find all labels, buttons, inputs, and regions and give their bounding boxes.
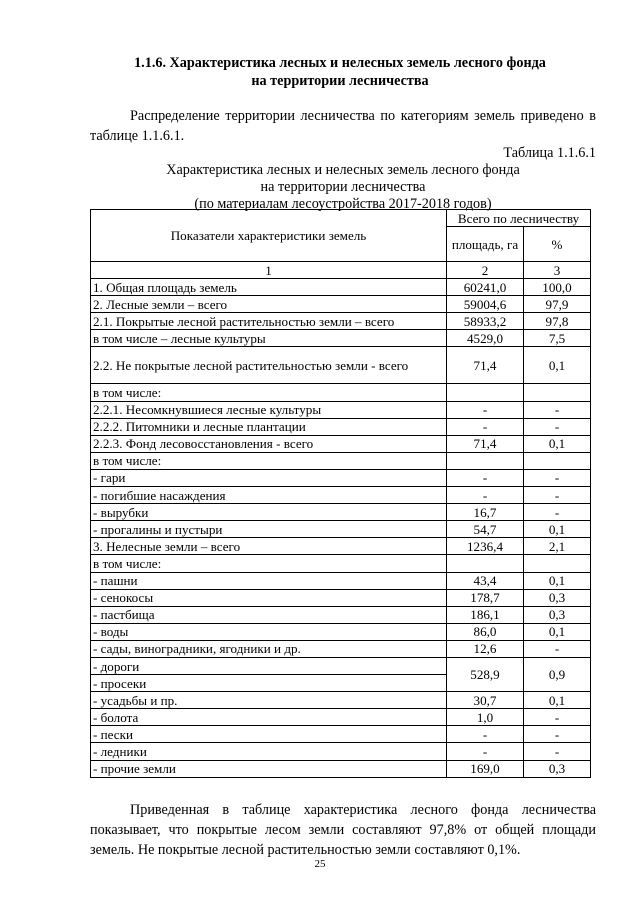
row-label: - болота — [91, 709, 447, 726]
row-area: 71,4 — [447, 435, 524, 452]
row-percent: 0,3 — [524, 760, 591, 777]
row-label: 2.2.3. Фонд лесовосстановления - всего — [91, 435, 447, 452]
row-percent: 0,1 — [524, 347, 591, 384]
row-percent: - — [524, 504, 591, 521]
table-row — [91, 469, 591, 486]
row-percent — [524, 555, 591, 572]
row-area: 12,6 — [447, 640, 524, 657]
row-label: - пашни — [91, 572, 447, 589]
table-row — [91, 589, 591, 606]
row-percent: 97,9 — [524, 296, 591, 313]
row-label: - просеки — [91, 675, 447, 692]
row-area — [447, 452, 524, 469]
row-percent: 0,1 — [524, 572, 591, 589]
section-heading-line1: 1.1.6. Характеристика лесных и нелесных земель лесного фонда — [134, 55, 546, 71]
row-label: - прочие земли — [91, 760, 447, 777]
table-row — [91, 760, 591, 777]
table-row — [91, 572, 591, 589]
row-label: в том числе: — [91, 555, 447, 572]
row-area: 86,0 — [447, 623, 524, 640]
row-area: 4529,0 — [447, 330, 524, 347]
row-label: в том числе – лесные культуры — [91, 330, 447, 347]
table-row — [91, 640, 591, 657]
column-number-row — [91, 262, 591, 279]
row-label: - воды — [91, 623, 447, 640]
row-label: 2.1. Покрытые лесной растительностью земли – всего — [91, 313, 447, 330]
row-area: 59004,6 — [447, 296, 524, 313]
row-area: - — [447, 418, 524, 435]
row-percent — [524, 384, 591, 401]
column-number: 3 — [524, 262, 591, 279]
row-label: - ледники — [91, 743, 447, 760]
row-area: 71,4 — [447, 347, 524, 384]
row-percent: 0,1 — [524, 435, 591, 452]
row-label: - усадьбы и пр. — [91, 692, 447, 709]
table-caption-line1: Характеристика лесных и нелесных земель лесного фонда — [166, 162, 520, 178]
row-percent: 0,9 — [524, 657, 591, 691]
row-label: - пески — [91, 726, 447, 743]
row-label: - прогалины и пустыри — [91, 521, 447, 538]
row-label: - вырубки — [91, 504, 447, 521]
row-area: - — [447, 469, 524, 486]
row-label: 2.2.2. Питомники и лесные плантации — [91, 418, 447, 435]
row-area: 528,9 — [447, 657, 524, 691]
row-label: в том числе: — [91, 452, 447, 469]
header-area: площадь, га — [447, 227, 524, 262]
table-caption-line2: на территории лесничества — [260, 179, 426, 195]
table-row — [91, 657, 591, 674]
row-area: 60241,0 — [447, 279, 524, 296]
row-percent: 0,1 — [524, 692, 591, 709]
row-area: 1236,4 — [447, 538, 524, 555]
row-area: - — [447, 726, 524, 743]
table-row — [91, 435, 591, 452]
row-area: 54,7 — [447, 521, 524, 538]
table-row — [91, 313, 591, 330]
table-row — [91, 384, 591, 401]
row-label: 3. Нелесные земли – всего — [91, 538, 447, 555]
row-area: 43,4 — [447, 572, 524, 589]
row-area: 58933,2 — [447, 313, 524, 330]
table-row — [91, 606, 591, 623]
row-percent: 0,1 — [524, 521, 591, 538]
column-number: 2 — [447, 262, 524, 279]
row-percent: - — [524, 469, 591, 486]
table-row — [91, 726, 591, 743]
row-area: 16,7 — [447, 504, 524, 521]
table-row — [91, 401, 591, 418]
row-percent: - — [524, 726, 591, 743]
row-area: 178,7 — [447, 589, 524, 606]
row-percent: - — [524, 743, 591, 760]
row-label: - дороги — [91, 657, 447, 674]
land-characteristics-table — [90, 209, 591, 778]
row-percent: 0,3 — [524, 606, 591, 623]
row-area: - — [447, 401, 524, 418]
row-percent: - — [524, 640, 591, 657]
row-label: - сенокосы — [91, 589, 447, 606]
row-percent: - — [524, 709, 591, 726]
row-area: 1,0 — [447, 709, 524, 726]
row-area — [447, 555, 524, 572]
header-indicator: Показатели характеристики земель — [91, 210, 447, 262]
column-number: 1 — [91, 262, 447, 279]
table-row — [91, 538, 591, 555]
row-label: - пастбища — [91, 606, 447, 623]
row-percent — [524, 452, 591, 469]
row-label: - сады, виноградники, ягодники и др. — [91, 640, 447, 657]
row-area: 30,7 — [447, 692, 524, 709]
table-row — [91, 555, 591, 572]
intro-paragraph: Распределение территории лесничества по категориям земель приведено в таблице 1.1.6.1. — [90, 108, 596, 144]
header-group: Всего по лесничеству — [447, 210, 591, 227]
table-caption — [90, 162, 596, 213]
row-label: 2. Лесные земли – всего — [91, 296, 447, 313]
row-percent: 100,0 — [524, 279, 591, 296]
table-header-row — [91, 210, 591, 227]
row-percent: 7,5 — [524, 330, 591, 347]
row-label: 2.2.1. Несомкнувшиеся лесные культуры — [91, 401, 447, 418]
row-percent: - — [524, 418, 591, 435]
row-area: - — [447, 743, 524, 760]
row-percent: 0,1 — [524, 623, 591, 640]
table-row — [91, 418, 591, 435]
table-row — [91, 623, 591, 640]
table-caption-line3: (по материалам лесоустройства 2017-2018 годов) — [194, 196, 492, 212]
section-heading — [90, 54, 590, 90]
row-label: в том числе: — [91, 384, 447, 401]
row-percent: - — [524, 487, 591, 504]
closing-paragraph: Приведенная в таблице характеристика лесного фонда лесничества показывает, что покрытые лесом земли составляют 97,8% от общей площади земель. Не покрытые лесной растительностью земли составляют 0,1%. — [90, 802, 596, 858]
row-percent: 0,3 — [524, 589, 591, 606]
row-label: - гари — [91, 469, 447, 486]
table-row — [91, 709, 591, 726]
table-row — [91, 692, 591, 709]
table-row — [91, 296, 591, 313]
row-percent: - — [524, 401, 591, 418]
table-row — [91, 487, 591, 504]
table-row — [91, 279, 591, 296]
row-area: - — [447, 487, 524, 504]
table-number: Таблица 1.1.6.1 — [503, 145, 596, 161]
row-label: 1. Общая площадь земель — [91, 279, 447, 296]
row-area — [447, 384, 524, 401]
table-row — [91, 330, 591, 347]
table-row — [91, 521, 591, 538]
row-percent: 2,1 — [524, 538, 591, 555]
table-row — [91, 347, 591, 384]
page-number: 25 — [314, 858, 326, 870]
table-row — [91, 504, 591, 521]
header-percent: % — [524, 227, 591, 262]
row-label: 2.2. Не покрытые лесной растительностью земли - всего — [91, 347, 447, 384]
row-area: 186,1 — [447, 606, 524, 623]
row-area: 169,0 — [447, 760, 524, 777]
table-row — [91, 743, 591, 760]
section-heading-line2: на территории лесничества — [251, 73, 429, 89]
table-row — [91, 452, 591, 469]
row-percent: 97,8 — [524, 313, 591, 330]
row-label: - погибшие насаждения — [91, 487, 447, 504]
